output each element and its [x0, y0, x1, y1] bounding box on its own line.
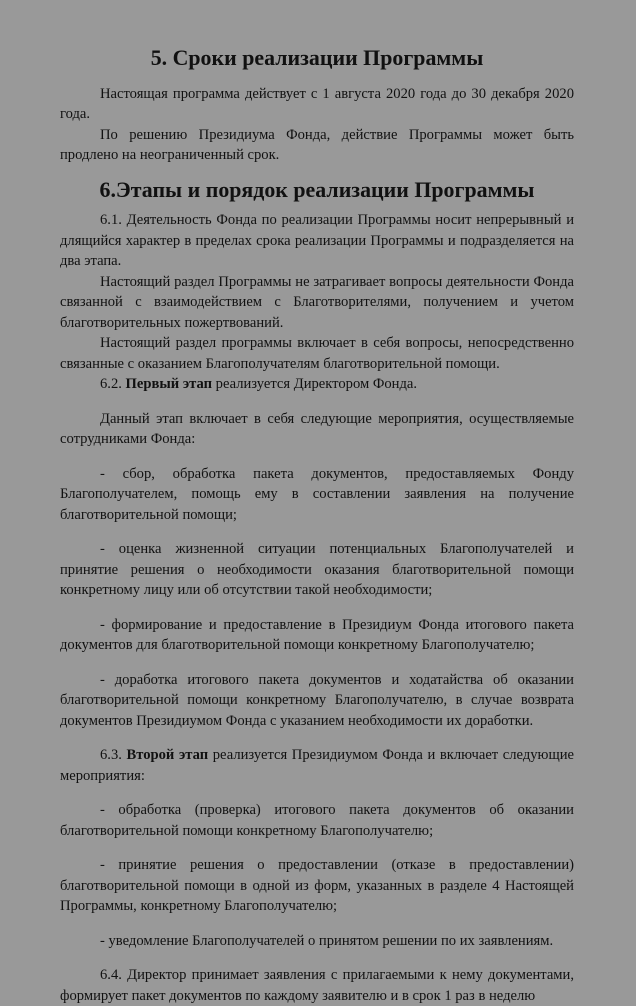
section-5-paragraph-2: По решению Президиума Фонда, действие Программы может быть продлено на неограниченный срок.	[60, 126, 574, 163]
clause-6-2-rest: реализуется Директором Фонда.	[212, 376, 418, 392]
stage-1-item: - сбор, обработка пакета документов, предоставляемых Фонду Благополучателем, помощь ему в составлении заявления на получение благотворительной помощи;	[60, 465, 574, 523]
clause-6-2	[60, 374, 574, 395]
clause-6-4: 6.4. Директор принимает заявления с прилагаемыми к нему документами, формирует пакет документов по каждому заявителю и в срок 1 раз в неделю	[60, 967, 574, 1004]
clause-6-2-bold: Первый этап	[125, 376, 212, 392]
clause-6-3-bold: Второй этап	[126, 747, 209, 763]
stage-2-item: - обработка (проверка) итогового пакета документов об оказании благотворительной помощи конкретному Благополучателю;	[60, 802, 574, 839]
scope-paragraph-1: Настоящий раздел Программы не затрагивает вопросы деятельности Фонда связанной с взаимодействием с Благотворителями, получением и учетом благотворительных пожертвований.	[60, 273, 574, 331]
stage-2-item: - принятие решения о предоставлении (отказе в предоставлении) благотворительной помощи в одной из форм, указанных в разделе 4 Настоящей Программы, конкретному Благополучателю;	[60, 857, 574, 914]
section-5-heading: 5. Сроки реализации Программы	[150, 45, 484, 70]
clause-6-2-number: 6.2.	[100, 376, 122, 392]
stage-1-item: - оценка жизненной ситуации потенциальных Благополучателей и принятие решения о необходимости оказания благотворительной помощи конкретному лицу или об отсутствии такой необходимости;	[60, 541, 574, 598]
scope-paragraph-2: Настоящий раздел программы включает в себя вопросы, непосредственно связанные с оказанием Благополучателям благотворительной помощи.	[60, 335, 574, 372]
stage-1-item: - доработка итогового пакета документов и ходатайства об оказании благотворительной помощи конкретному Благополучателю, в случае возврата документов Президиумом Фонда с указанием необходимости их доработки.	[60, 671, 574, 729]
clause-6-1: 6.1. Деятельность Фонда по реализации Программы носит непрерывный и длящийся характер в пределах срока реализации Программы и подразделяется на два этапа.	[60, 212, 574, 269]
clause-6-3	[60, 745, 574, 786]
section-6-heading: 6.Этапы и порядок реализации Программы	[99, 176, 535, 202]
clause-6-3-rest: реализуется Президиумом Фонда и включает следующие мероприятия:	[60, 747, 574, 784]
clause-6-3-number: 6.3.	[100, 747, 122, 763]
stage-1-item: - формирование и предоставление в Президиум Фонда итогового пакета документов для благотворительной помощи конкретному Благополучателю;	[60, 616, 574, 653]
stage-2-item: - уведомление Благополучателей о принятом решении по их заявлениям.	[100, 932, 554, 949]
section-5-paragraph-1: Настоящая программа действует с 1 августа 2020 года до 30 декабря 2020 года.	[60, 85, 574, 122]
stage-1-intro: Данный этап включает в себя следующие мероприятия, осуществляемые сотрудниками Фонда:	[60, 410, 574, 447]
